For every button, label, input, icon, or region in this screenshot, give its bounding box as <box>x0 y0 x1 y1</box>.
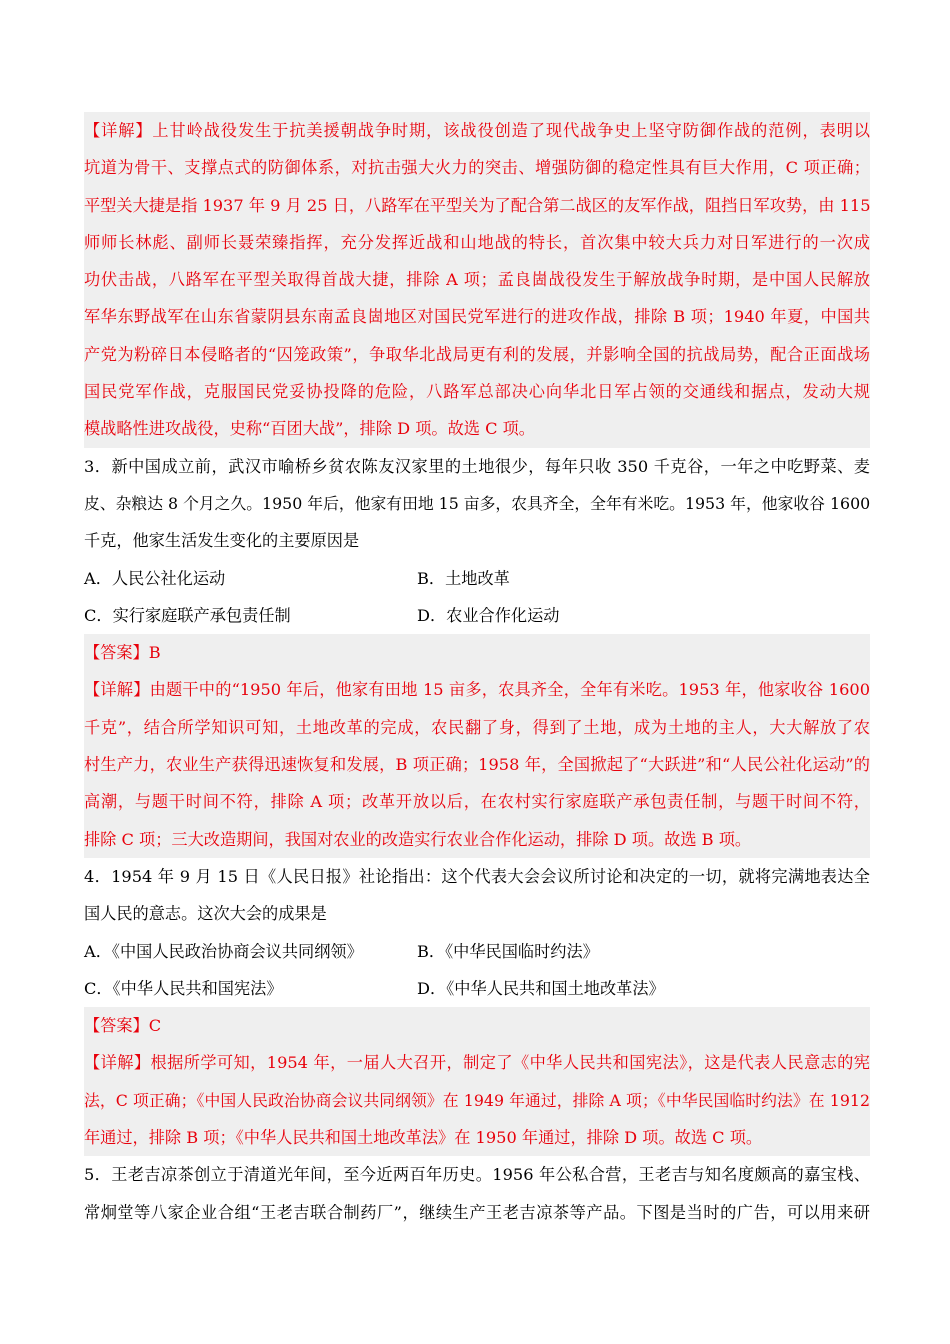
stem-line: 皮、杂粮达 8 个月之久。1950 年后，他家有田地 15 亩多，农具齐全，全年有米吃。1953 年，他家收谷 1600 <box>84 493 871 513</box>
option-a: A．《中国人民政治协商会议共同纲领》 <box>84 941 363 961</box>
option-c: C．《中华人民共和国宪法》 <box>84 978 283 998</box>
option-a: A．人民公社化运动 <box>84 568 226 588</box>
explanation-line: 平型关大捷是指 1937 年 9 月 25 日，八路军在平型关为了配合第二战区的友军作战，阻挡日军攻势，由 115 <box>84 195 871 215</box>
q4-options-row-2 <box>84 970 870 1007</box>
explanation-line: 高潮，与题干时间不符，排除 A 项；改革开放以后，在农村实行家庭联产承包责任制，与题干时间不符， <box>84 792 870 812</box>
answer-line: 【答案】B <box>84 643 161 663</box>
explanation-line: 法，C 项正确；《中国人民政治协商会议共同纲领》在 1949 年通过，排除 A 项；《中华民国临时约法》在 1912 <box>84 1090 870 1110</box>
option-c: C．实行家庭联产承包责任制 <box>84 605 291 625</box>
page-content <box>84 112 870 1231</box>
option-b: B．土地改革 <box>417 568 510 588</box>
option-b: B．《中华民国临时约法》 <box>417 941 599 961</box>
explanation-line: 师师长林彪、副师长聂荣臻指挥，充分发挥近战和山地战的特长，首次集中较大兵力对日军进行的一次成 <box>84 232 870 252</box>
q4-answer-block <box>84 1007 870 1156</box>
stem-line: 5．王老吉凉茶创立于清道光年间，至今近两百年历史。1956 年公私合营，王老吉与知名度颇高的嘉宝栈、 <box>84 1165 870 1185</box>
explanation-line: 产党为粉碎日本侵略者的“囚笼政策”，争取华北战局更有利的发展，并影响全国的抗战局势，配合正面战场 <box>84 344 870 364</box>
q5-stem <box>84 1156 870 1231</box>
explanation-line: 坑道为骨干、支撑点式的防御体系，对抗击强大火力的突击、增强防御的稳定性具有巨大作用，C 项正确； <box>84 158 870 178</box>
stem-line: 4．1954 年 9 月 15 日《人民日报》社论指出：这个代表大会会议所讨论和决定的一切，就将完满地表达全 <box>84 866 870 886</box>
explanation-line: 【详解】根据所学可知，1954 年，一届人大召开，制定了《中华人民共和国宪法》，这是代表人民意志的宪 <box>84 1053 870 1073</box>
q4-stem <box>84 858 870 933</box>
explanation-line: 功伏击战，八路军在平型关取得首战大捷，排除 A 项；孟良崮战役发生于解放战争时期，是中国人民解放 <box>84 270 870 290</box>
q2-explanation <box>84 112 870 448</box>
explanation-line: 排除 C 项；三大改造期间，我国对农业的改造实行农业合作化运动，排除 D 项。故选 B 项。 <box>84 829 752 849</box>
answer-line: 【答案】C <box>84 1016 162 1036</box>
q3-options-row-1 <box>84 560 870 597</box>
stem-line: 常炯堂等八家企业合组“王老吉联合制药厂”，继续生产王老吉凉茶等产品。下图是当时的广告，可以用来研 <box>84 1202 870 1222</box>
q3-options-row-2 <box>84 597 870 634</box>
explanation-line: 模战略性进攻战役，史称“百团大战”，排除 D 项。故选 C 项。 <box>84 419 535 439</box>
q3-answer-block <box>84 634 870 858</box>
option-d: D．《中华人民共和国土地改革法》 <box>417 978 665 998</box>
explanation-line: 千克”，结合所学知识可知，土地改革的完成，农民翻了身，得到了土地，成为土地的主人，大大解放了农 <box>84 717 870 737</box>
option-d: D．农业合作化运动 <box>417 605 560 625</box>
explanation-line: 【详解】由题干中的“1950 年后，他家有田地 15 亩多，农具齐全，全年有米吃。1953 年，他家收谷 1600 <box>84 680 870 700</box>
explanation-line: 【详解】上甘岭战役发生于抗美援朝战争时期，该战役创造了现代战争史上坚守防御作战的范例，表明以 <box>84 121 870 140</box>
q4-options-row-1 <box>84 933 870 970</box>
q3-stem <box>84 448 870 560</box>
explanation-line: 年通过，排除 B 项；《中华人民共和国土地改革法》在 1950 年通过，排除 D 项。故选 C 项。 <box>84 1128 763 1148</box>
stem-line: 3．新中国成立前，武汉市喻桥乡贫农陈友汉家里的土地很少，每年只收 350 千克谷，一年之中吃野菜、麦 <box>84 456 870 476</box>
explanation-line: 军华东野战军在山东省蒙阴县东南孟良崮地区对国民党军进行的进攻作战，排除 B 项；1940 年夏，中国共 <box>84 307 870 327</box>
explanation-line: 村生产力，农业生产获得迅速恢复和发展，B 项正确；1958 年，全国掀起了“大跃进”和“人民公社化运动”的 <box>84 755 870 775</box>
stem-line: 千克，他家生活发生变化的主要原因是 <box>84 531 360 551</box>
stem-line: 国人民的意志。这次大会的成果是 <box>84 904 327 924</box>
explanation-line: 国民党军作战，克服国民党妥协投降的危险，八路军总部决心向华北日军占领的交通线和据点，发动大规 <box>84 382 870 402</box>
